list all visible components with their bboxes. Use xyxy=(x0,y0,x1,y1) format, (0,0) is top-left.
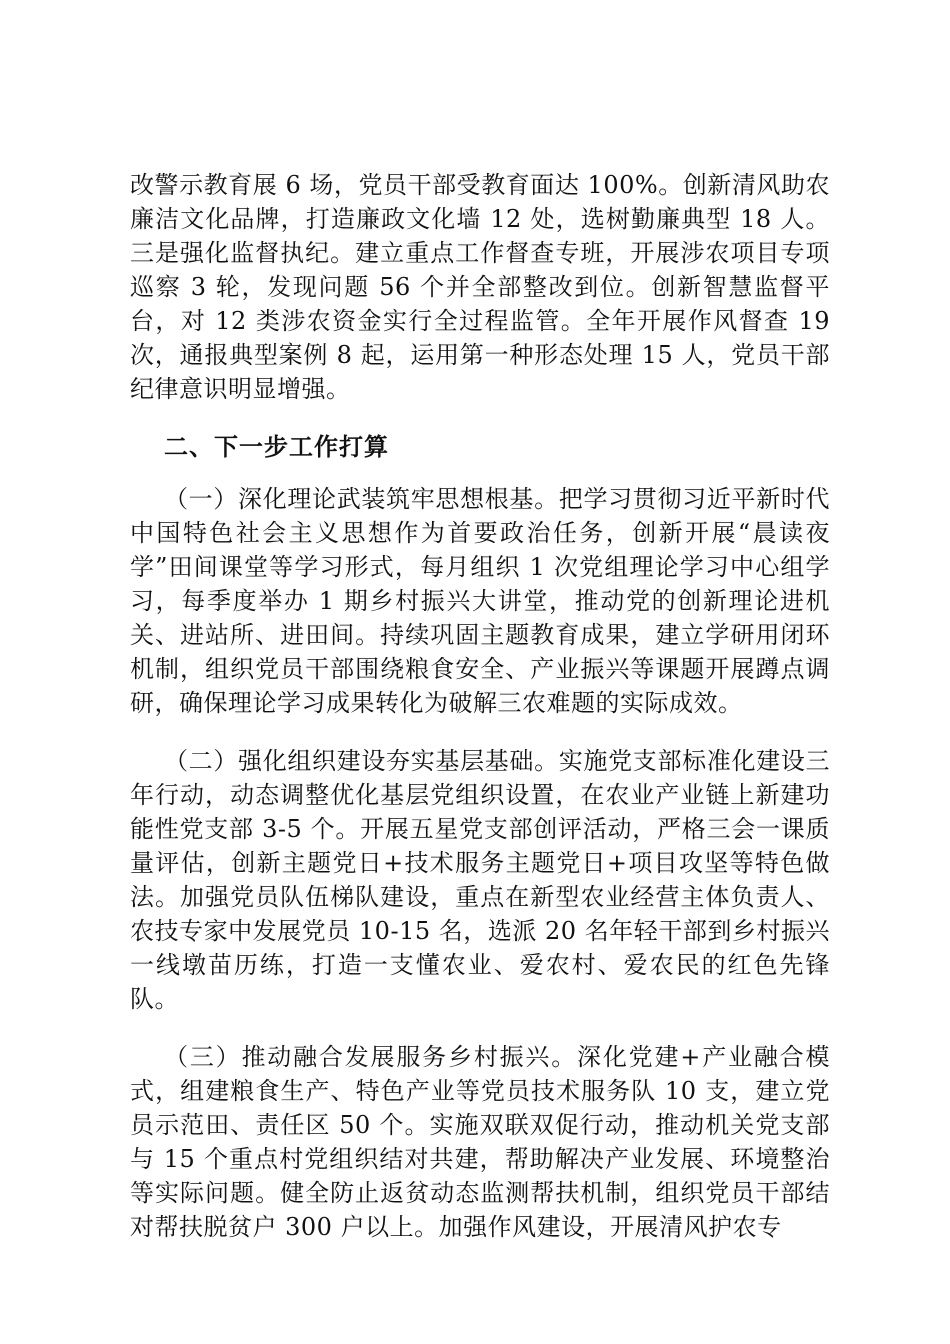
document-page xyxy=(130,168,830,1244)
plan-paragraph-2: （二）强化组织建设夯实基层基础。实施党支部标准化建设三年行动，动态调整优化基层党组织设置，在农业产业链上新建功能性党支部 3-5 个。开展五星党支部创评活动，严格三会一课质量评估，创新主题党日+技术服务主题党日+项目攻坚等特色做法。加强党员队伍梯队建设，重点在新型农业经营主体负责人、农技专家中发展党员 10-15 名，选派 20 名年轻干部到乡村振兴一线墩苗历练，打造一支懂农业、爱农村、爱农民的红色先锋队。 xyxy=(130,747,830,1013)
continuation-paragraph: 改警示教育展 6 场，党员干部受教育面达 100%。创新清风助农廉洁文化品牌，打造廉政文化墙 12 处，选树勤廉典型 18 人。三是强化监督执纪。建立重点工作督查专班，开展涉农项目专项巡察 3 轮，发现问题 56 个并全部整改到位。创新智慧监督平台，对 12 类涉农资金实行全过程监管。全年开展作风督查 19 次，通报典型案例 8 起，运用第一种形态处理 15 人，党员干部纪律意识明显增强。 xyxy=(130,171,830,403)
plan-paragraph-3: （三）推动融合发展服务乡村振兴。深化党建+产业融合模式，组建粮食生产、特色产业等党员技术服务队 10 支，建立党员示范田、责任区 50 个。实施双联双促行动，推动机关党支部与 15 个重点村党组织结对共建，帮助解决产业发展、环境整治等实际问题。健全防止返贫动态监测帮扶机制，组织党员干部结对帮扶脱贫户 300 户以上。加强作风建设，开展清风护农专 xyxy=(130,1043,830,1241)
section-heading: 二、下一步工作打算 xyxy=(164,433,389,461)
plan-paragraph-1: （一）深化理论武装筑牢思想根基。把学习贯彻习近平新时代中国特色社会主义思想作为首要政治任务，创新开展“晨读夜学”田间课堂等学习形式，每月组织 1 次党组理论学习中心组学习，每季度举办 1 期乡村振兴大讲堂，推动党的创新理论进机关、进站所、进田间。持续巩固主题教育成果，建立学研用闭环机制，组织党员干部围绕粮食安全、产业振兴等课题开展蹲点调研，确保理论学习成果转化为破解三农难题的实际成效。 xyxy=(130,485,830,717)
